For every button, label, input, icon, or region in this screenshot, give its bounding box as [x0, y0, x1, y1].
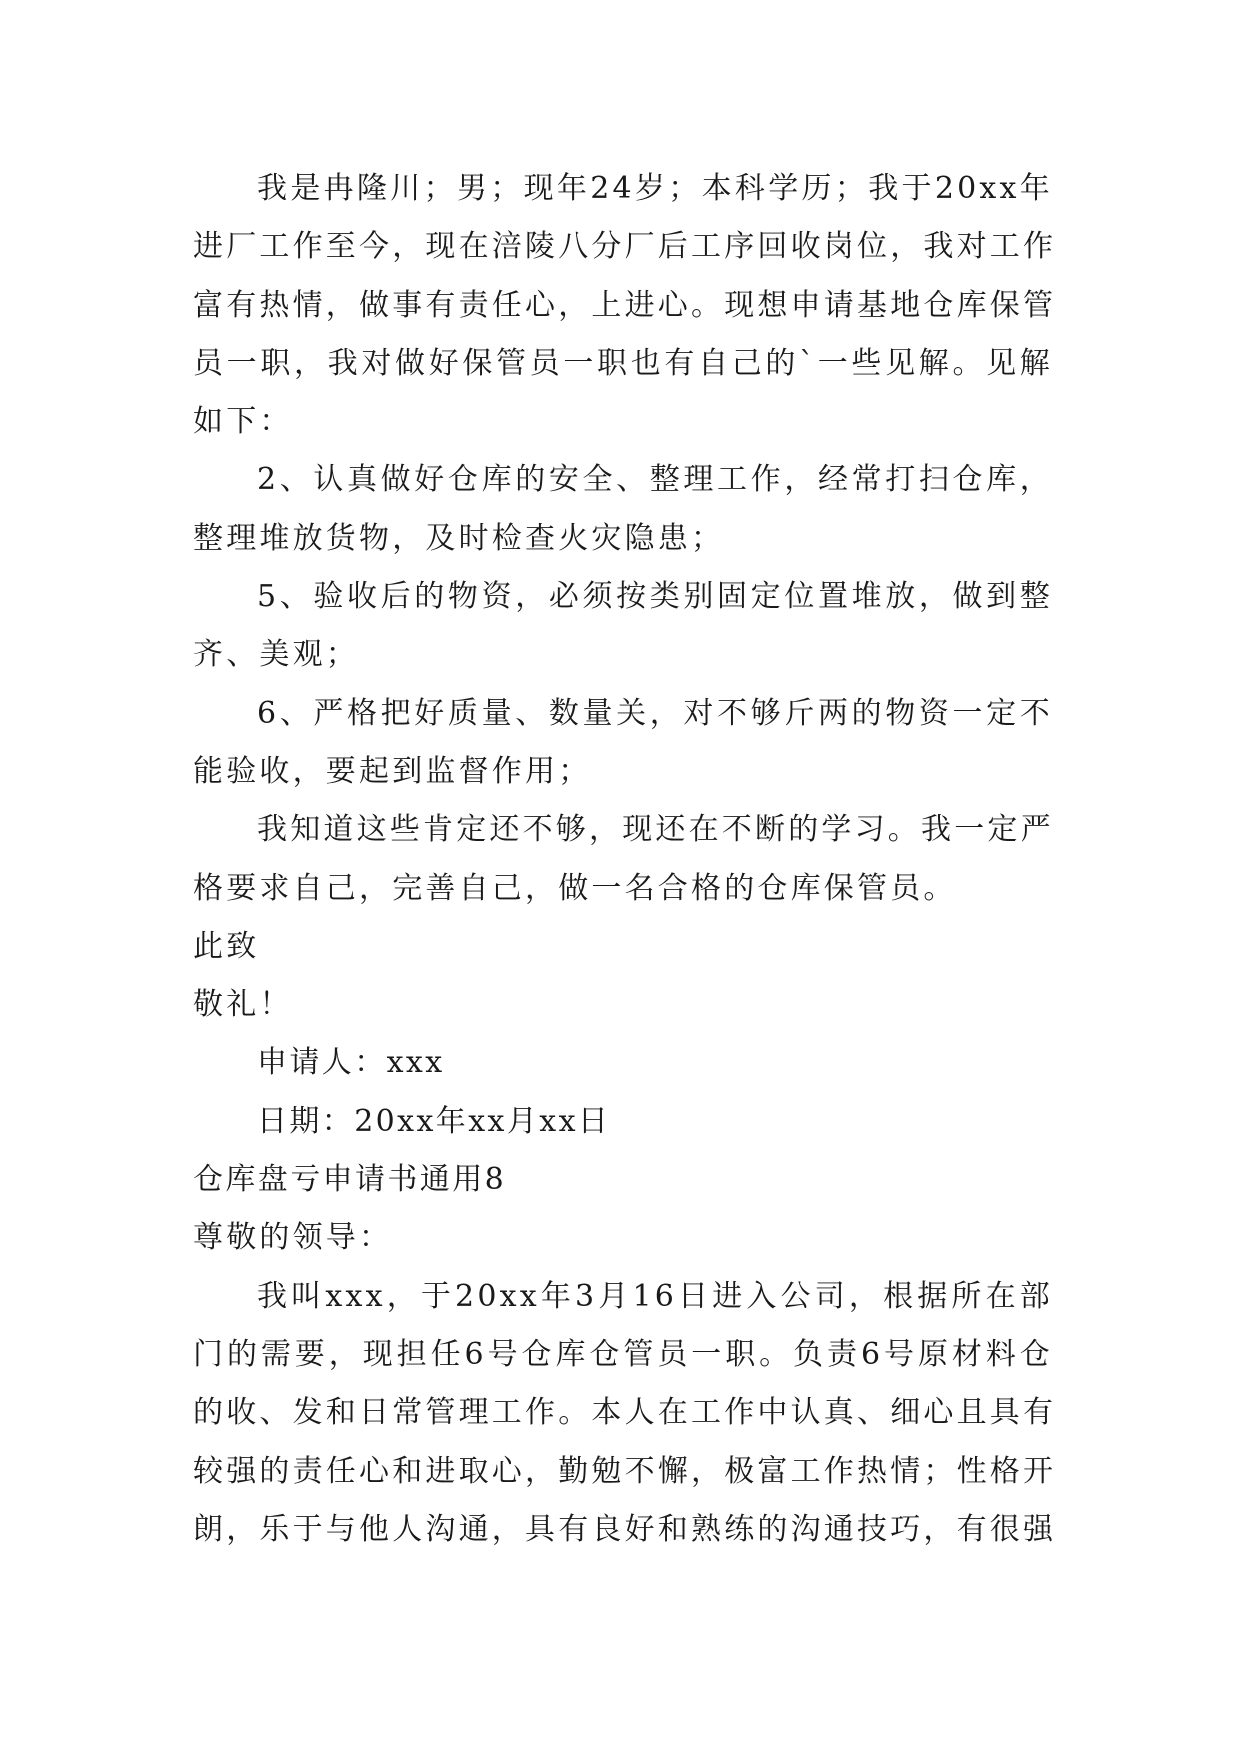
- text-line: 格要求自己，完善自己，做一名合格的仓库保管员。: [193, 870, 957, 906]
- text-line: 较强的责任心和进取心，勤勉不懈，极富工作热情；性格开: [193, 1453, 1057, 1489]
- paragraph-item-2: [193, 451, 1053, 568]
- text-line: 我叫xxx，于20xx年3月16日进入公司，根据所在部: [257, 1278, 1053, 1314]
- paragraph-self-introduction: [193, 160, 1057, 451]
- salutation-jingli: 敬礼！: [193, 987, 293, 1023]
- text-line: 5、验收后的物资，必须按类别固定位置堆放，做到整: [257, 579, 1053, 615]
- text-line: 我知道这些肯定还不够，现还在不断的学习。我一定严: [257, 812, 1054, 848]
- document-body: [193, 160, 1057, 1559]
- text-line: 6、严格把好质量、数量关，对不够斤两的物资一定不: [257, 695, 1053, 731]
- text-line: 员一职，我对做好保管员一职也有自己的`一些见解。见解: [193, 345, 1053, 381]
- text-line: 能验收，要起到监督作用；: [193, 753, 592, 789]
- text-line: 我是冉隆川；男；现年24岁；本科学历；我于20xx年: [257, 171, 1053, 206]
- date-line: 日期：20xx年xx月xx日: [257, 1103, 611, 1139]
- text-line: 富有热情，做事有责任心，上进心。现想申请基地仓库保管: [193, 287, 1057, 323]
- applicant-signature: 申请人：xxx: [257, 1045, 445, 1081]
- text-line: 整理堆放货物，及时检查火灾隐患；: [193, 520, 725, 556]
- text-line: 朗，乐于与他人沟通，具有良好和熟练的沟通技巧，有很强: [193, 1511, 1057, 1547]
- text-line: 门的需要，现担任6号仓库仓管员一职。负责6号原材料仓: [193, 1336, 1053, 1372]
- text-line: 进厂工作至今，现在涪陵八分厂后工序回收岗位，我对工作: [193, 229, 1057, 265]
- salutation-cizhi: 此致: [193, 928, 260, 964]
- paragraph-second-application: [193, 1268, 1057, 1559]
- paragraph-item-6: [193, 685, 1053, 802]
- paragraph-closing-statement: [193, 801, 1053, 918]
- greeting: 尊敬的领导：: [193, 1220, 393, 1256]
- text-line: 齐、美观；: [193, 637, 359, 673]
- section-title: 仓库盘亏申请书通用8: [193, 1162, 507, 1198]
- text-line: 如下：: [193, 404, 293, 440]
- text-line: 的收、发和日常管理工作。本人在工作中认真、细心且具有: [193, 1395, 1057, 1431]
- paragraph-item-5: [193, 568, 1053, 685]
- text-line: 2、认真做好仓库的安全、整理工作，经常打扫仓库，: [257, 462, 1053, 498]
